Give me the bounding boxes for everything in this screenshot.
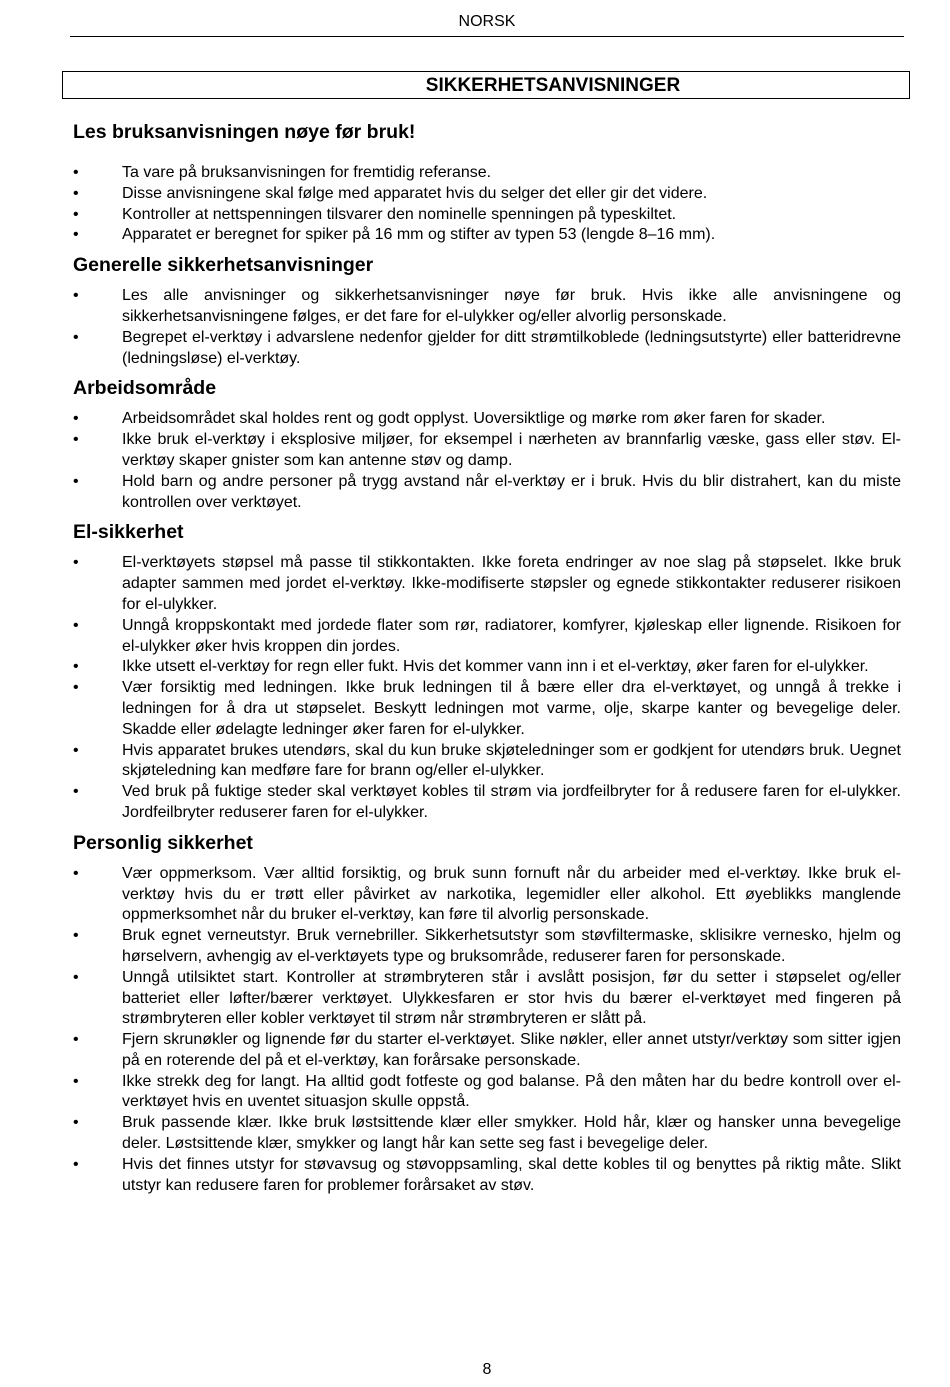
list-item-text: El-verktøyets støpsel må passe til stikkontakten. Ikke foreta endringer av noe slag på støpselet. Ikke bruk adapter sammen med jordet el-verktøy. Ikke-modifiserte støpsler og egnede stikkontakter reduserer risikoen for el-ulykker. [122, 554, 901, 613]
list-item-text: Bruk egnet verneutstyr. Bruk vernebriller. Sikkerhetsutstyr som støvfiltermaske, sklisikre vernesko, hjelm og hørselvern, avhengig av el-verktøyets type og bruksområde, reduserer faren for personskade. [122, 927, 901, 965]
list-item [73, 1030, 901, 1072]
list-item [73, 926, 901, 968]
section-heading-generelle: Generelle sikkerhetsanvisninger [73, 254, 374, 277]
list-item [73, 678, 901, 740]
list-item-text: Hvis det finnes utstyr for støvavsug og støvoppsamling, skal dette kobles til og benyttes på riktig måte. Slikt utstyr kan redusere faren for problemer forårsaket av støv. [122, 1155, 901, 1194]
list-item [73, 1155, 901, 1197]
bullet-icon: • [73, 205, 79, 223]
list-item-text: Vær oppmerksom. Vær alltid forsiktig, og bruk sunn fornuft når du arbeider med el-verktøy. Ikke bruk el-verktøy hvis du er trøtt eller påvirket av narkotika, legemidler eller alkohol. Ett øyeblikks manglende oppmerksomhet når du bruker el-verktøy, kan føre til alvorlig personskade. [122, 864, 901, 924]
list-item-text: Apparatet er beregnet for spiker på 16 mm og stifter av typen 53 (lengde 8–16 mm). [122, 226, 716, 244]
section-list-generelle [73, 286, 901, 369]
list-item-text: Kontroller at nettspenningen tilsvarer den nominelle spenningen på typeskiltet. [122, 205, 677, 223]
bullet-icon: • [73, 1155, 79, 1173]
list-item [73, 472, 901, 514]
intro-heading: Les bruksanvisningen nøye før bruk! [73, 121, 416, 143]
list-item [73, 430, 901, 472]
list-item [73, 205, 901, 226]
bullet-icon: • [73, 658, 79, 676]
bullet-icon: • [73, 184, 79, 202]
bullet-icon: • [73, 783, 79, 801]
list-item-text: Vær forsiktig med ledningen. Ikke bruk ledningen til å bære eller dra el-verktøyet, og unngå å trekke i ledningen for å dra ut støpselet. Beskytt ledningen mot varme, olje, skarpe kanter og bevegelige deler. Skadde eller ødelagte ledninger øker faren for el-ulykker. [122, 679, 901, 738]
page-number: 8 [482, 1361, 492, 1378]
section-heading-el-sikkerhet: El-sikkerhet [73, 521, 184, 544]
bullet-icon: • [73, 410, 79, 428]
list-item [73, 286, 901, 328]
list-item-text: Begrepet el-verktøy i advarslene nedenfor gjelder for ditt strømtilkoblede (ledningsutstyrte) eller batteridrevne (ledningsløse) el-verktøy. [122, 328, 901, 367]
list-item [73, 782, 901, 824]
list-item [73, 225, 901, 246]
list-item [73, 616, 901, 658]
bullet-icon: • [73, 164, 79, 181]
list-item-text: Hvis apparatet brukes utendørs, skal du kun bruke skjøteledninger som er godkjent for utendørs bruk. Uegnet skjøteledning kan medføre fare for brann og/eller el-ulykker. [122, 741, 901, 780]
bullet-icon: • [73, 226, 79, 244]
list-item-text: Hold barn og andre personer på trygg avstand når el-verktøy er i bruk. Hvis du blir distrahert, kan du miste kontrollen over verktøyet. [122, 472, 901, 511]
bullet-icon: • [73, 968, 79, 986]
section-heading-personlig-sikkerhet: Personlig sikkerhet [73, 831, 253, 854]
bullet-icon: • [73, 741, 79, 759]
bullet-icon: • [73, 328, 79, 346]
document-title: SIKKERHETSANVISNINGER [425, 75, 681, 96]
bullet-icon: • [73, 554, 79, 572]
bullet-icon: • [73, 472, 79, 490]
list-item [73, 328, 901, 370]
bullet-icon: • [73, 679, 79, 697]
list-item-text: Fjern skrunøkler og lignende før du starter el-verktøyet. Slike nøkler, eller annet utstyr/verktøy som sitter igjen på en roterende del på et el-verktøy, kan forårsake personskade. [122, 1031, 901, 1069]
bullet-icon: • [73, 1072, 79, 1090]
list-item [73, 409, 901, 430]
list-item-text: Les alle anvisninger og sikkerhetsanvisninger nøye før bruk. Hvis ikke alle anvisningene og sikkerhetsanvisningene følges, er det fare for el-ulykker og/eller alvorlig personskade. [122, 287, 901, 325]
document-body [73, 119, 901, 1196]
bullet-icon: • [73, 864, 79, 882]
list-item-text: Ta vare på bruksanvisningen for fremtidig referanse. [122, 164, 492, 181]
list-item-text: Unngå utilsiktet start. Kontroller at strømbryteren står i avslått posisjon, før du setter i støpselet og/eller batteriet eller løfter/bærer verktøyet. Ulykkesfaren er stor hvis du bærer el-verktøyet med fingeren på strømbryteren eller kobler verktøyet til strøm når strømbryteren er slått på. [122, 968, 901, 1028]
list-item-text: Disse anvisningene skal følge med apparatet hvis du selger det eller gir det videre. [122, 184, 708, 202]
list-item-text: Ikke bruk el-verktøy i eksplosive miljøer, for eksempel i nærheten av brannfarlig væske, gass eller støv. El-verktøy skaper gnister som kan antenne støv og damp. [122, 431, 901, 469]
running-header: NORSK [458, 13, 516, 30]
list-item [73, 864, 901, 926]
bullet-icon: • [73, 431, 79, 449]
bullet-icon: • [73, 287, 79, 305]
list-item-text: Arbeidsområdet skal holdes rent og godt opplyst. Uoversiktlige og mørke rom øker faren for skader. [122, 410, 826, 428]
list-item-text: Ikke strekk deg for langt. Ha alltid godt fotfeste og god balanse. På den måten har du bedre kontroll over el-verktøyet hvis en uventet situasjon skulle oppstå. [122, 1072, 901, 1111]
list-item [73, 968, 901, 1030]
list-item [73, 163, 901, 184]
list-item [73, 741, 901, 783]
list-item [73, 657, 901, 678]
intro-list [73, 163, 901, 246]
bullet-icon: • [73, 616, 79, 634]
list-item-text: Ved bruk på fuktige steder skal verktøyet kobles til strøm via jordfeilbryter for å redusere faren for el-ulykker. Jordfeilbryter reduserer faren for el-ulykker. [122, 783, 901, 821]
bullet-icon: • [73, 927, 79, 945]
list-item-text: Ikke utsett el-verktøy for regn eller fukt. Hvis det kommer vann inn i et el-verktøy, øker faren for el-ulykker. [122, 658, 869, 676]
section-list-el-sikkerhet [73, 553, 901, 823]
bullet-icon: • [73, 1031, 79, 1049]
list-item-text: Bruk passende klær. Ikke bruk løstsittende klær eller smykker. Hold hår, klær og hansker unna bevegelige deler. Løstsittende klær, smykker og langt hår kan sette seg fast i bevegelige deler. [122, 1114, 901, 1153]
list-item [73, 1072, 901, 1114]
section-list-arbeidsomrade [73, 409, 901, 513]
list-item [73, 1113, 901, 1155]
list-item [73, 553, 901, 615]
list-item [73, 184, 901, 205]
header-rule [70, 36, 904, 37]
list-item-text: Unngå kroppskontakt med jordede flater som rør, radiatorer, komfyrer, kjøleskap eller lignende. Risikoen for el-ulykker øker hvis kroppen din jordes. [122, 616, 901, 655]
title-box [62, 71, 910, 99]
section-heading-arbeidsomrade: Arbeidsområde [73, 377, 217, 400]
bullet-icon: • [73, 1114, 79, 1132]
section-list-personlig-sikkerhet [73, 864, 901, 1197]
